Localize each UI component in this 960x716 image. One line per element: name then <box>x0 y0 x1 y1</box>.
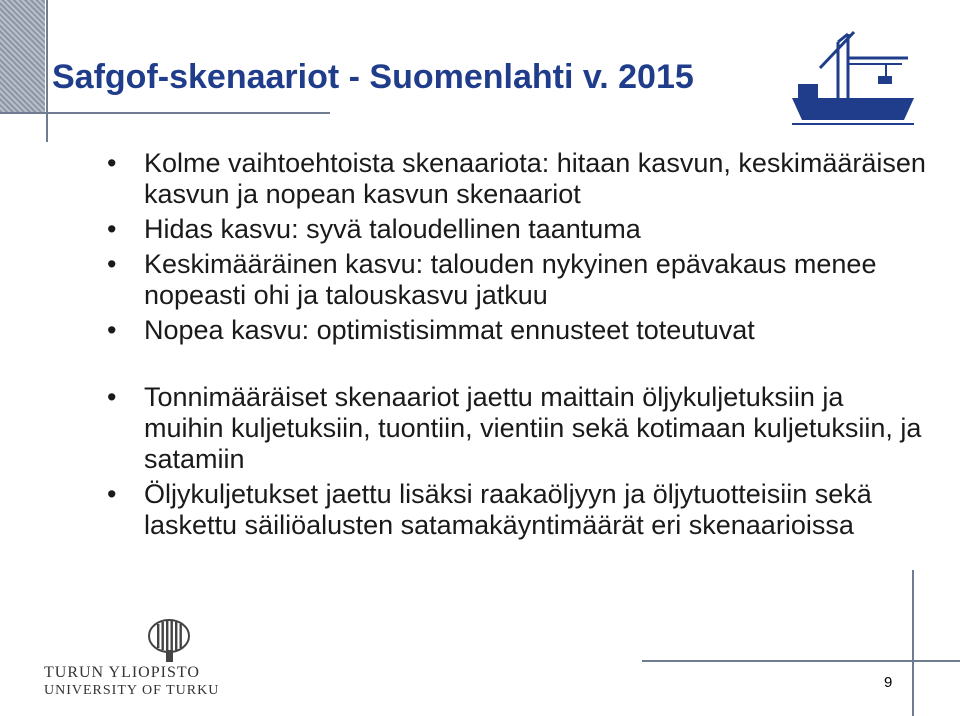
bullet-item <box>107 315 927 346</box>
university-name-en: UNIVERSITY OF TURKU <box>44 683 220 698</box>
bullet-marker: • <box>107 148 117 178</box>
top-vertical-rule <box>46 0 48 142</box>
bullet-text: Nopea kasvu: optimistisimmat ennusteet toteutuvat <box>144 315 755 345</box>
slide-title: Safgof-skenaariot - Suomenlahti v. 2015 <box>52 58 694 96</box>
bullet-marker: • <box>107 382 117 412</box>
bullet-text: Hidas kasvu: syvä taloudellinen taantuma <box>144 214 641 244</box>
bullet-marker: • <box>107 214 117 244</box>
bullet-text: Öljykuljetukset jaettu lisäksi raakaöljyyn ja öljytuotteisiin sekä laskettu säiliöalusten satamakäyntimäärät eri skenaarioissa <box>144 479 872 540</box>
bullet-marker: • <box>107 249 117 279</box>
bullet-list <box>107 148 927 545</box>
bullet-text: Keskimääräinen kasvu: talouden nykyinen epävakaus menee nopeasti ohi ja talouskasvu jatkuu <box>144 249 877 310</box>
page-number: 9 <box>884 674 893 691</box>
bullet-item <box>107 479 927 541</box>
bullet-item <box>107 382 927 475</box>
corner-decoration <box>0 0 45 112</box>
bottom-vertical-rule <box>912 570 914 716</box>
port-crane-ship-icon <box>790 28 916 128</box>
bullet-text: Tonnimääräiset skenaariot jaettu maittain öljykuljetuksiin ja muihin kuljetuksiin, tuontiin, vientiin sekä kotimaan kuljetuksiin, ja satamiin <box>144 382 922 474</box>
bullet-item <box>107 148 927 210</box>
bullet-text: Kolme vaihtoehtoista skenaariota: hitaan kasvun, keskimääräisen kasvun ja nopean kasvun skenaariot <box>144 148 926 209</box>
bullet-item <box>107 214 927 245</box>
university-name-fi: TURUN YLIOPISTO <box>44 664 200 681</box>
bullet-item <box>107 249 927 311</box>
bullet-marker: • <box>107 479 117 509</box>
bullet-marker: • <box>107 315 117 345</box>
university-torch-emblem-icon <box>146 614 192 664</box>
top-horizontal-rule <box>0 112 330 114</box>
